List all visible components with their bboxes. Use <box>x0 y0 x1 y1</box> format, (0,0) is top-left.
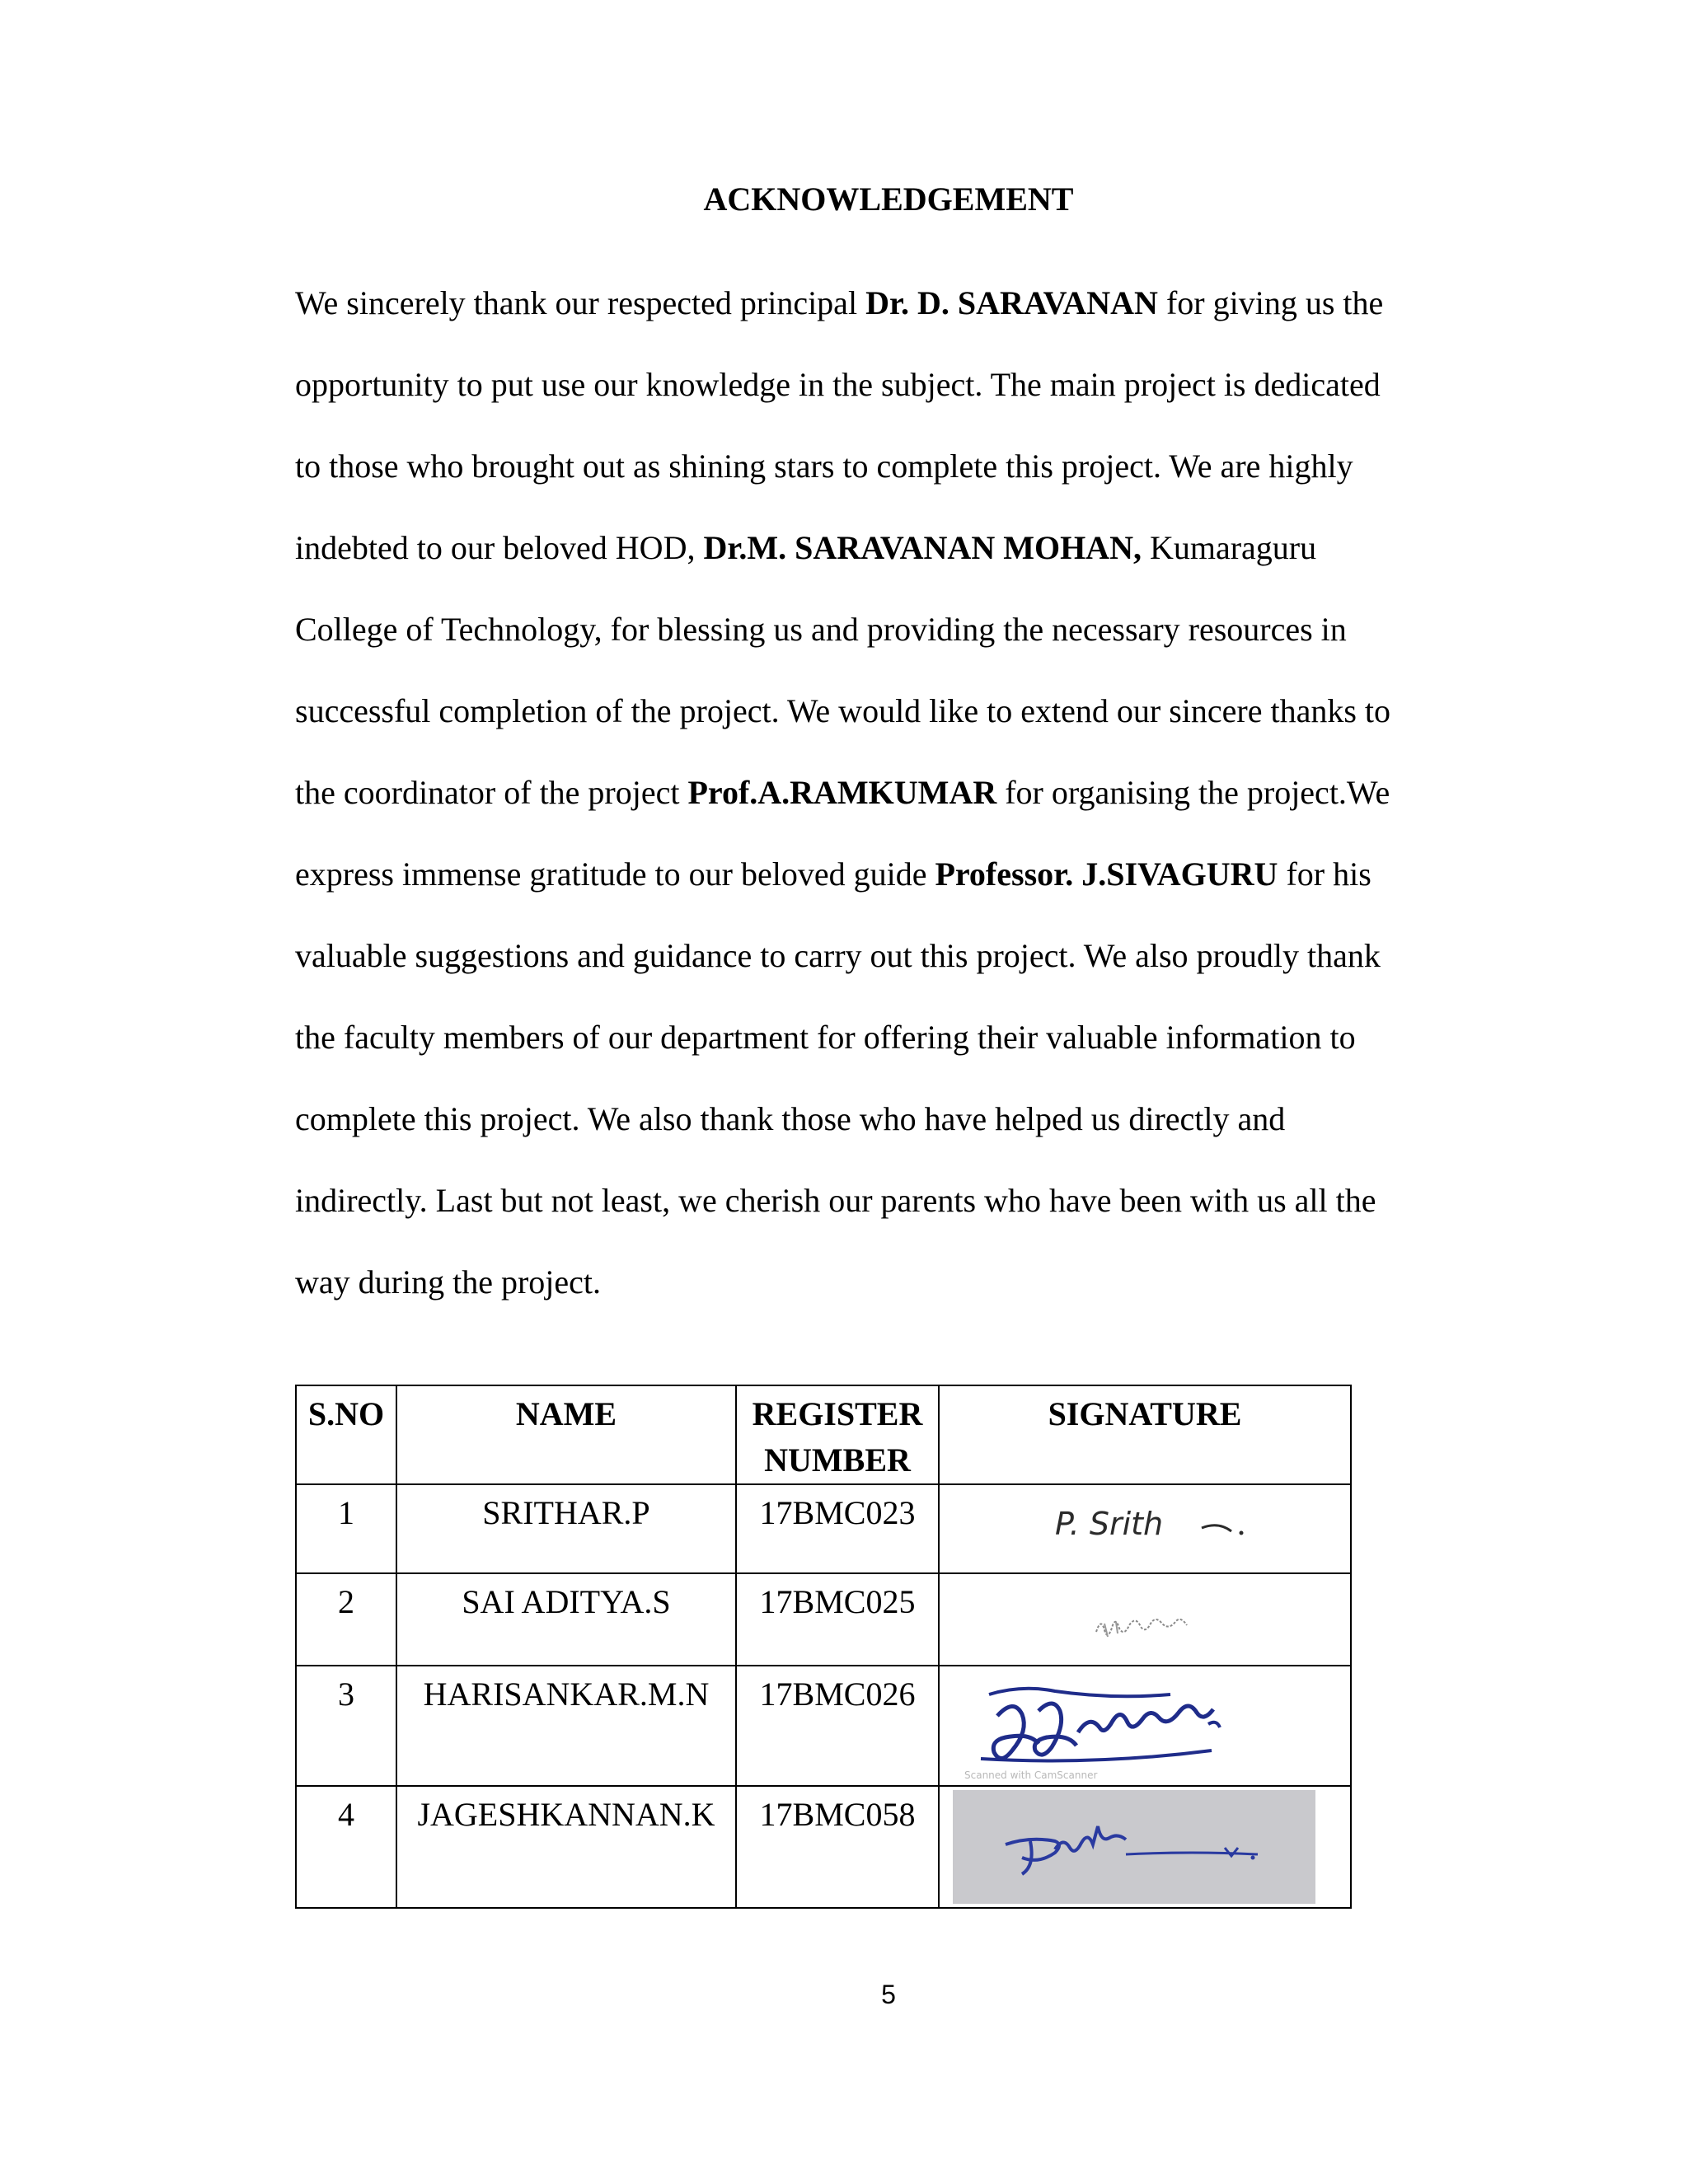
hod-name: Dr.M. SARAVANAN MOHAN, <box>703 529 1142 566</box>
paragraph-line: valuable suggestions and guidance to carry out this project. We also proudly thank <box>295 937 1381 974</box>
cell-register: 17BMC025 <box>736 1573 939 1666</box>
cell-name: HARISANKAR.M.N <box>396 1666 736 1786</box>
signature-image <box>940 1485 1352 1574</box>
header-name: NAME <box>396 1385 736 1484</box>
cell-register: 17BMC023 <box>736 1484 939 1573</box>
paragraph-line: College of Technology, for blessing us and providing the necessary resources in <box>295 611 1347 648</box>
signature-image <box>940 1787 1352 1909</box>
paragraph-line: We sincerely thank our respected principal Dr. D. SARAVANAN for giving us the <box>295 284 1384 321</box>
svg-text:P. Srith: P. Srith <box>1055 1506 1164 1542</box>
paragraph-line: the coordinator of the project Prof.A.RAMKUMAR for organising the project.We <box>295 774 1390 811</box>
header-register-number: REGISTER NUMBER <box>736 1385 939 1484</box>
cell-name: JAGESHKANNAN.K <box>396 1786 736 1908</box>
paragraph-line: way during the project. <box>295 1263 601 1301</box>
cell-register: 17BMC058 <box>736 1786 939 1908</box>
table-row <box>296 1484 1351 1573</box>
signature-image <box>940 1666 1352 1787</box>
cell-signature <box>939 1573 1351 1666</box>
cell-sno: 1 <box>296 1484 396 1573</box>
table-header-row <box>296 1385 1351 1484</box>
paragraph-line: indirectly. Last but not least, we cherish our parents who have been with us all the <box>295 1182 1376 1219</box>
paragraph-line: to those who brought out as shining stars to complete this project. We are highly <box>295 448 1353 485</box>
paragraph-line: express immense gratitude to our beloved guide Professor. J.SIVAGURU for his <box>295 855 1372 893</box>
paragraph-line: successful completion of the project. We would like to extend our sincere thanks to <box>295 692 1391 729</box>
cell-sno: 4 <box>296 1786 396 1908</box>
cell-sno: 2 <box>296 1573 396 1666</box>
members-table <box>295 1385 1352 1909</box>
paragraph-line: the faculty members of our department for offering their valuable information to <box>295 1019 1356 1056</box>
cell-signature <box>939 1484 1351 1573</box>
page-title: ACKNOWLEDGEMENT <box>703 180 1074 218</box>
cell-name: SRITHAR.P <box>396 1484 736 1573</box>
guide-name: Professor. J.SIVAGURU <box>935 855 1278 893</box>
page-number: 5 <box>881 1980 896 2009</box>
paragraph-line: complete this project. We also thank those who have helped us directly and <box>295 1100 1286 1137</box>
header-sno: S.NO <box>296 1385 396 1484</box>
cell-name: SAI ADITYA.S <box>396 1573 736 1666</box>
table-row <box>296 1786 1351 1908</box>
cell-sno: 3 <box>296 1666 396 1786</box>
paragraph-line: indebted to our beloved HOD, Dr.M. SARAVANAN MOHAN, Kumaraguru <box>295 529 1317 566</box>
acknowledgement-paragraph <box>295 262 1531 1323</box>
paragraph-line: opportunity to put use our knowledge in the subject. The main project is dedicated <box>295 366 1381 403</box>
table-row <box>296 1573 1351 1666</box>
cell-signature <box>939 1786 1351 1908</box>
header-signature: SIGNATURE <box>939 1385 1351 1484</box>
signature-image <box>940 1574 1352 1666</box>
principal-name: Dr. D. SARAVANAN <box>865 284 1158 321</box>
svg-text:Scanned with CamScanner: Scanned with CamScanner <box>964 1769 1098 1781</box>
table-row <box>296 1666 1351 1786</box>
cell-signature <box>939 1666 1351 1786</box>
coordinator-name: Prof.A.RAMKUMAR <box>687 774 997 811</box>
cell-register: 17BMC026 <box>736 1666 939 1786</box>
